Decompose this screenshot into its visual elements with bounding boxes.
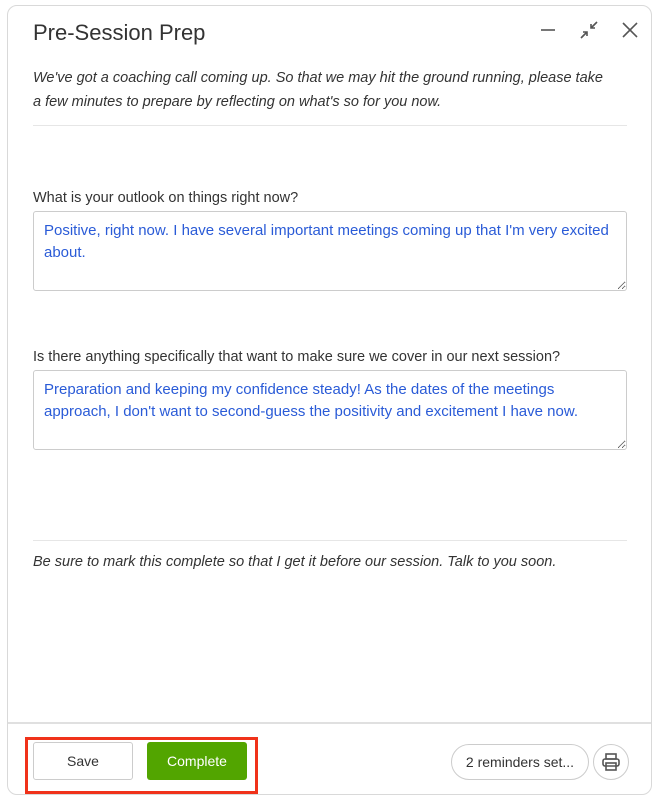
outro-text: Be sure to mark this complete so that I get it before our session. Talk to you soon. (33, 554, 557, 570)
minimize-icon[interactable] (534, 16, 562, 44)
collapse-icon[interactable] (575, 16, 603, 44)
reminders-button[interactable]: 2 reminders set... (451, 744, 589, 780)
divider (33, 540, 627, 541)
dialog-title: Pre-Session Prep (33, 20, 206, 45)
question-label: Is there anything specifically that want to make sure we cover in our next session? (33, 349, 561, 365)
dialog-footer (8, 722, 651, 794)
question-label: What is your outlook on things right now? (33, 190, 299, 206)
close-icon[interactable] (616, 16, 644, 44)
divider (33, 125, 627, 126)
print-icon (601, 752, 621, 772)
print-button[interactable] (593, 744, 629, 780)
intro-text: We've got a coaching call coming up. So that we may hit the ground running, please take a few minutes to prepare by reflecting on what's so for you now. (33, 70, 603, 110)
save-button[interactable]: Save (33, 742, 133, 780)
pre-session-prep-dialog (7, 5, 652, 795)
session-topics-answer-field[interactable] (33, 370, 627, 450)
complete-button[interactable]: Complete (147, 742, 247, 780)
outlook-answer-field[interactable] (33, 211, 627, 291)
